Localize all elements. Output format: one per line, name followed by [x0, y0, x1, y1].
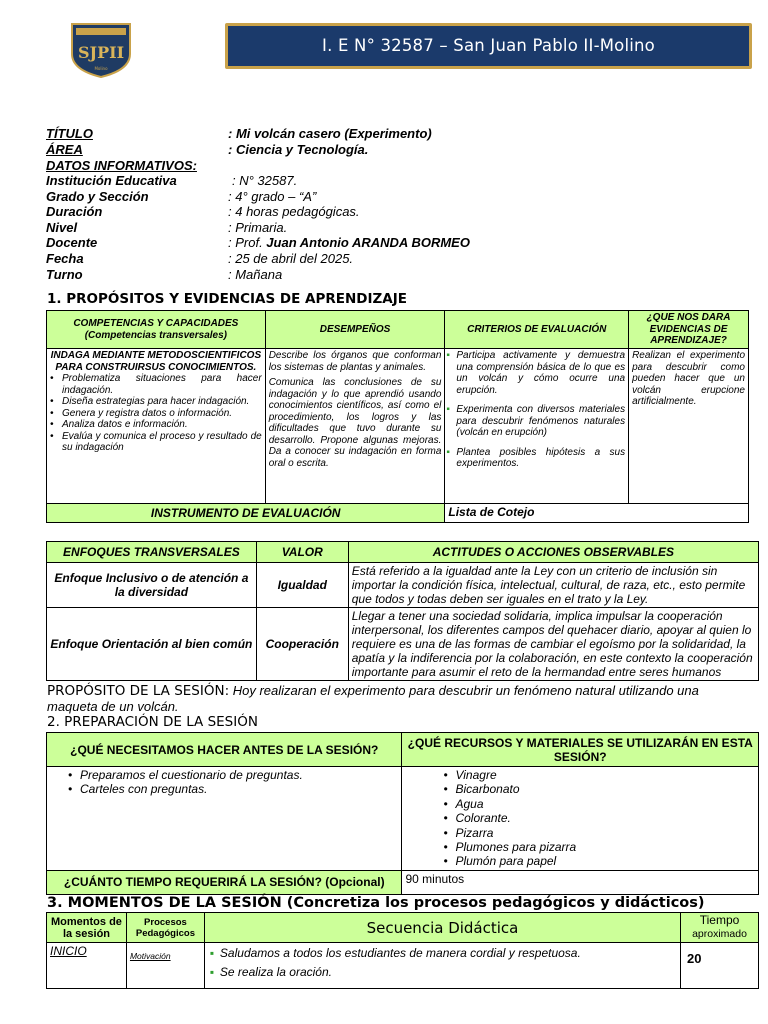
section-3-title-main: 3. MOMENTOS DE LA SESIÓN — [47, 895, 282, 911]
docente-label: Docente — [46, 235, 98, 250]
recurso-item: • Bicarbonato — [455, 782, 755, 796]
datos-label: DATOS INFORMATIVOS: — [46, 158, 197, 173]
recurso-item: • Colorante. — [455, 811, 755, 825]
header-recursos: ¿QUÉ RECURSOS Y MATERIALES SE UTILIZARÁN EN ESTA SESIÓN? — [402, 733, 759, 767]
docente-value — [228, 235, 470, 251]
momento-inicio: INICIO — [47, 943, 127, 989]
docente-name: Juan Antonio ARANDA BORMEO — [266, 235, 470, 250]
competencias-cell — [47, 349, 266, 504]
fecha-value: : 25 de abril del 2025. — [228, 251, 354, 266]
proposito-text: Hoy realizaran el experimento para descubrir un fenómeno natural utilizando una maqueta de un volcán. — [47, 683, 699, 714]
preparacion-table — [46, 732, 759, 895]
school-logo — [70, 20, 132, 78]
capacidad-item: • Diseña estrategias para hacer indagación. — [62, 396, 262, 408]
header-tiempo-sub: aproximado — [692, 928, 747, 940]
header-actitudes: ACTITUDES O ACCIONES OBSERVABLES — [348, 542, 758, 563]
desempeno-1: Describe los órganos que conforman los sistemas de plantas y animales. — [268, 350, 442, 373]
grado-value: : 4° grado – “A” — [228, 189, 317, 204]
tiempo-inicio: 20 — [681, 943, 759, 989]
enfoques-table — [46, 541, 759, 681]
header-secuencia: Secuencia Didáctica — [204, 913, 680, 943]
svg-text:Molino: Molino — [94, 66, 108, 71]
recurso-item: • Pizarra — [455, 826, 755, 840]
recurso-item: • Vinagre — [455, 768, 755, 782]
titulo-label: TÍTULO — [46, 126, 93, 141]
recurso-item: • Plumón para papel — [455, 854, 755, 868]
criterio-item: ▪ Participa activamente y demuestra una comprensión básica de lo que es un volcán y cómo ocurre una erupción. — [456, 350, 625, 396]
recursos-cell — [402, 767, 759, 871]
competencia-title: INDAGA MEDIANTE METODOSCIENTIFICOS PARA CONSTRUIRSUS CONOCIMIENTOS. — [50, 350, 262, 373]
nivel-label: Nivel — [46, 220, 78, 235]
header-momentos: Momentos de la sesión — [47, 913, 127, 943]
header-antes: ¿QUÉ NECESITAMOS HACER ANTES DE LA SESIÓN? — [47, 733, 402, 767]
titulo-value: : Mi volcán casero (Experimento) — [228, 126, 432, 141]
criterio-item: ▪ Plantea posibles hipótesis a sus experimentos. — [456, 447, 625, 470]
nivel-value: : Primaria. — [228, 220, 288, 235]
header-tiempo — [681, 913, 759, 943]
duracion-label: Duración — [46, 204, 103, 219]
instrumento-value: Lista de Cotejo — [445, 504, 749, 523]
inst-label: Institución Educativa — [46, 173, 177, 188]
evidencias-cell: Realizan el experimento para descubrir como pueden hacer que un volcán erupcione artificialmente. — [629, 349, 749, 504]
secuencia-item: ▪ Saludamos a todos los estudiantes de manera cordial y respetuosa. — [220, 944, 677, 963]
turno-label: Turno — [46, 267, 83, 282]
area-value: : Ciencia y Tecnología. — [228, 142, 369, 157]
capacidad-item: • Problematiza situaciones para hacer indagación. — [62, 373, 262, 396]
enfoque-actitud: Está referido a la igualdad ante la Ley con un criterio de inclusión sin importar la condición física, intelectual, cultural, de raza, etc., esto permite que todos y todas deben ser iguales en el trato y la Ley. — [348, 563, 758, 608]
header-desempenos: DESEMPEÑOS — [265, 311, 445, 349]
svg-text:SJPII: SJPII — [77, 43, 125, 62]
desempeno-2: Comunica las conclusiones de su indagación y lo que aprendió usando conocimientos científicos, así como el procedimiento, los logros y las dificultades que tuvo durante su desarrollo. Propone algunas mejoras. Da a conocer su indagación en forma oral o escrita. — [268, 377, 442, 469]
section-3-subtitle: (Concretiza los procesos pedagógicos y didácticos) — [281, 895, 705, 911]
capacidad-item: • Genera y registra datos o información. — [62, 408, 262, 420]
header-procesos: Procesos Pedagógicos — [126, 913, 204, 943]
header-evidencias: ¿QUE NOS DARA EVIDENCIAS DE APRENDIZAJE? — [629, 311, 749, 349]
section-3-title — [47, 895, 705, 911]
school-title: I. E N° 32587 – San Juan Pablo II-Molino — [322, 36, 655, 55]
header-competencias — [47, 311, 266, 349]
area-label: ÁREA — [46, 142, 83, 157]
header-criterios: CRITERIOS DE EVALUACIÓN — [445, 311, 629, 349]
section-1-title: 1. PROPÓSITOS Y EVIDENCIAS DE APRENDIZAJE — [47, 291, 408, 307]
recurso-item: • Agua — [455, 797, 755, 811]
enfoque-name: Enfoque Orientación al bien común — [47, 608, 257, 681]
header-valor: VALOR — [256, 542, 348, 563]
enfoque-actitud: Llegar a tener una sociedad solidaria, implica impulsar la cooperación interpersonal, los diferentes campos del quehacer diario, apoyar al quien lo requiere es una de las formas de cambiar el egoísmo por la solidaridad, la apatía y la indiferencia por la colaboración, en este contexto la cooperación importante para asumir el reto de la hermandad entre seres humanos — [348, 608, 758, 681]
antes-item: • Preparamos el cuestionario de preguntas. — [80, 768, 398, 782]
header-tiempo-text: Tiempo — [699, 913, 740, 927]
school-banner — [225, 23, 752, 69]
momentos-table — [46, 912, 759, 989]
turno-value: : Mañana — [228, 267, 283, 282]
proposito-label: PROPÓSITO DE LA SESIÓN: — [47, 683, 230, 699]
recurso-item: • Plumones para pizarra — [455, 840, 755, 854]
proceso-motivacion: Motivación — [126, 943, 204, 989]
enfoque-name: Enfoque Inclusivo o de atención a la diversidad — [47, 563, 257, 608]
criterios-cell — [445, 349, 629, 504]
duracion-value: : 4 horas pedagógicas. — [228, 204, 360, 219]
enfoque-valor: Cooperación — [256, 608, 348, 681]
instrumento-label: INSTRUMENTO DE EVALUACIÓN — [47, 504, 445, 523]
secuencia-cell — [204, 943, 680, 989]
secuencia-item: ▪ Se realiza la oración. — [220, 963, 677, 982]
antes-item: • Carteles con preguntas. — [80, 782, 398, 796]
header-competencias-text: COMPETENCIAS Y CAPACIDADES — [73, 318, 239, 329]
capacidad-item: • Analiza datos e información. — [62, 419, 262, 431]
section-2-title: 2. PREPARACIÓN DE LA SESIÓN — [47, 714, 258, 730]
desempenos-cell — [265, 349, 445, 504]
header-enfoques: ENFOQUES TRANSVERSALES — [47, 542, 257, 563]
proposito — [47, 683, 747, 715]
capacidad-item: • Evalúa y comunica el proceso y resultado de su indagación — [62, 431, 262, 454]
inst-value: : N° 32587. — [232, 173, 298, 188]
docente-prefix: : Prof. — [228, 235, 267, 250]
antes-cell — [47, 767, 402, 871]
tiempo-value: 90 minutos — [402, 870, 759, 894]
criterio-item: ▪ Experimenta con diversos materiales para descubrir fenómenos naturales (volcán en erupción) — [456, 404, 625, 439]
tiempo-label: ¿CUÁNTO TIEMPO REQUERIRÁ LA SESIÓN? (Opcional) — [47, 870, 402, 894]
propositos-table — [46, 310, 749, 523]
grado-label: Grado y Sección — [46, 189, 149, 204]
fecha-label: Fecha — [46, 251, 84, 266]
header-competencias-sub: (Competencias transversales) — [84, 329, 227, 341]
enfoque-valor: Igualdad — [256, 563, 348, 608]
